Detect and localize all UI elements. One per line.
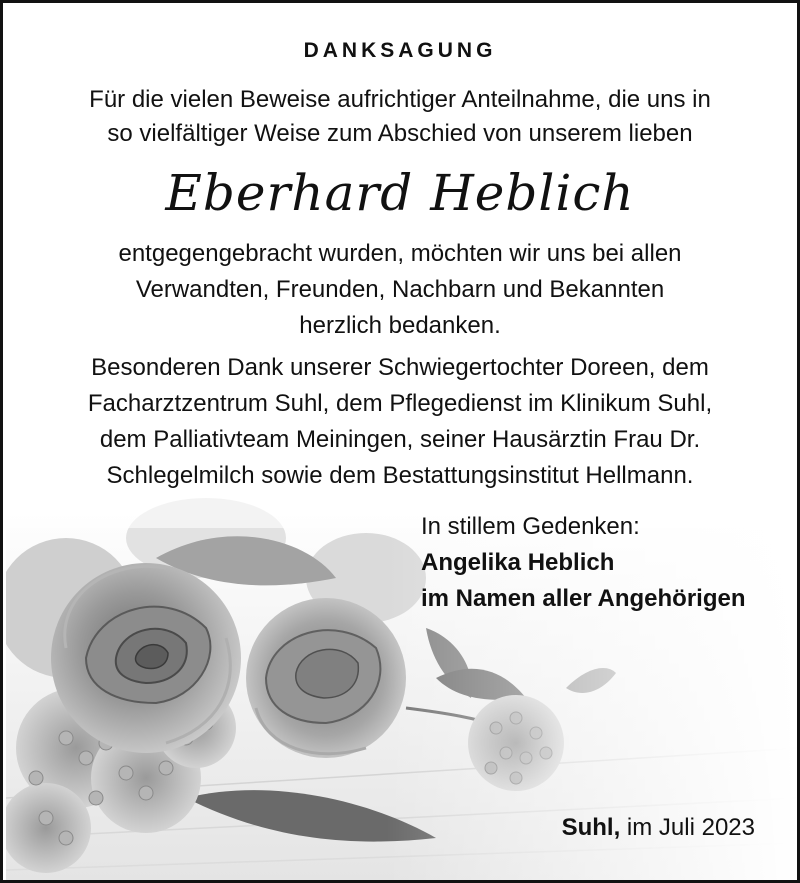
signature-on-behalf: im Namen aller Angehörigen [421,585,746,612]
signature-name: Angelika Heblich [421,549,615,576]
signature-block [421,509,746,617]
notice-title: DANKSAGUNG [303,39,497,62]
intro-paragraph [43,83,757,151]
place-and-date [562,811,755,845]
special-thanks-line: dem Palliativteam Meiningen, seiner Hausärztin Frau Dr. [99,426,701,453]
thanks-paragraph [43,236,757,344]
intro-line: Für die vielen Beweise aufrichtiger Anteilnahme, die uns in [89,86,711,113]
place-date: im Juli 2023 [620,814,755,841]
special-thanks-paragraph [33,350,767,494]
special-thanks-line: Schlegelmilch sowie dem Bestattungsinstitut Hellmann. [106,462,694,489]
thanks-line: herzlich bedanken. [299,312,501,339]
intro-line: so vielfältiger Weise zum Abschied von unserem lieben [107,120,693,147]
signature-lead: In stillem Gedenken: [421,513,640,540]
thanks-line: Verwandten, Freunden, Nachbarn und Bekannten [135,276,665,303]
thanks-line: entgegengebracht wurden, möchten wir uns bei allen [118,240,682,267]
place-city: Suhl, [561,814,621,841]
special-thanks-line: Facharztzentrum Suhl, dem Pflegedienst im Klinikum Suhl, [87,390,713,417]
special-thanks-line: Besonderen Dank unserer Schwiegertochter Doreen, dem [91,354,709,381]
deceased-name: Eberhard Heblich [165,164,635,222]
